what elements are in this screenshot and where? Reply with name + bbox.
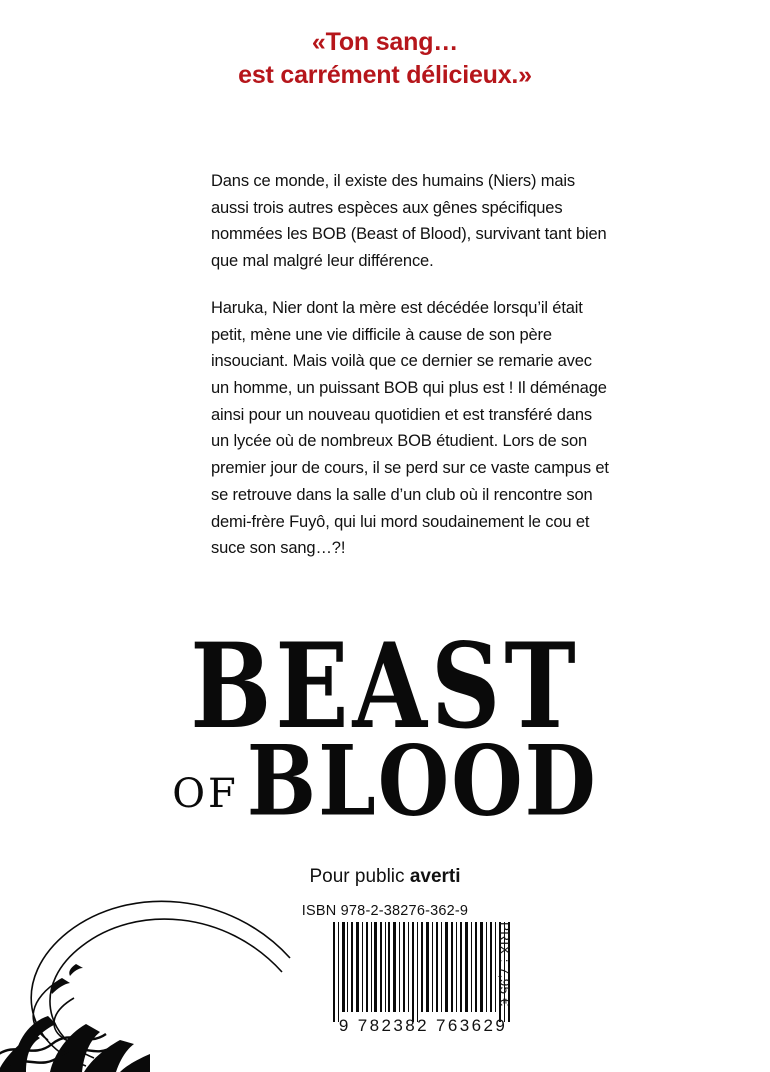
series-title-logo [0,612,770,842]
tagline [0,26,770,92]
spiral-ribbon-decoration-icon [0,772,310,1072]
tagline-line-1: «Ton sang… [311,28,459,56]
price-label: PRIX : 7,95 € [497,922,512,1007]
title-word-of: OF [172,771,239,817]
isbn-label: ISBN 978-2-38276-362-9 [301,903,469,919]
tagline-line-2: est carrément délicieux.» [238,61,532,89]
synopsis-paragraph-1: Dans ce monde, il existe des humains (Niers) mais aussi trois autres espèces aux gênes spécifiques nommées les BOB (Beast of Blood), survivant tant bien que mal malgré leur différence. [211,172,607,271]
audience-emphasis: averti [409,866,461,887]
audience-notice [0,866,770,888]
synopsis [211,168,611,562]
title-word-blood: BLOOD [246,724,598,839]
title-line-of-blood [0,724,770,839]
barcode-icon [331,922,511,1022]
title-word-beast: BEAST [190,617,580,755]
synopsis-paragraph-2: Haruka, Nier dont la mère est décédée lorsqu’il était petit, mène une vie difficile à cause de son père insouciant. Mais voilà que ce dernier se remarie avec un homme, un puissant BOB qui plus est ! Il déménage ainsi pour un nouveau quotidien et est transféré dans un lycée où de nombreux BOB étudient. Lors de son premier jour de cours, il se perd sur ce vaste campus et se retrouve dans la salle d’un club où il rencontre son demi-frère Fuyô, qui lui mord soudainement le cou et suce son sang…?! [211,298,609,558]
audience-prefix: Pour public [309,866,410,887]
barcode-digits: 9 782382 763629 [338,1016,508,1035]
